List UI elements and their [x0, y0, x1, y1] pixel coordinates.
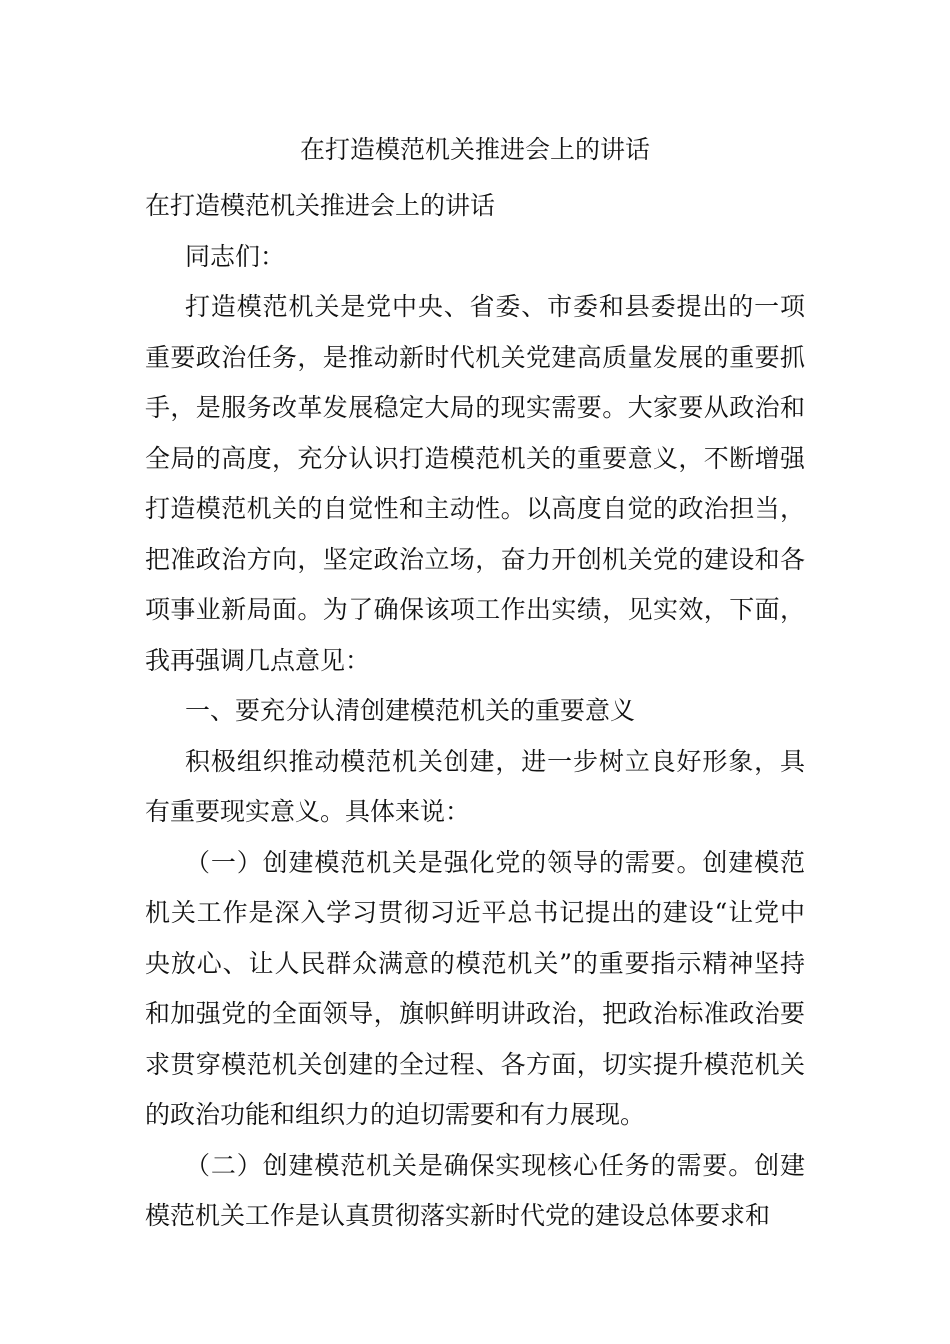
- salutation-paragraph: 同志们：: [185, 241, 286, 271]
- body-paragraph: （一）创建模范机关是强化党的领导的需要。创建模范机关工作是深入学习贯彻习近平总书记提出的建设“让党中央放心、让人民群众满意的模范机关”的重要指示精神坚持和加强党的全面领导，旗帜鲜明讲政治，把政治标准政治要求贯穿模范机关创建的全过程、各方面，切实提升模范机关的政治功能和组织力的迫切需要和有力展现。: [145, 847, 805, 1129]
- intro-paragraph: 打造模范机关是党中央、省委、市委和县委提出的一项重要政治任务，是推动新时代机关党建高质量发展的重要抓手，是服务改革发展稳定大局的现实需要。大家要从政治和全局的高度，充分认识打造模范机关的重要意义，不断增强打造模范机关的自觉性和主动性。以高度自觉的政治担当，把准政治方向，坚定政治立场，奋力开创机关党的建设和各项事业新局面。为了确保该项工作出实绩，见实效，下面，我再强调几点意见：: [145, 292, 805, 675]
- body-paragraph: 积极组织推动模范机关创建，进一步树立良好形象，具有重要现实意义。具体来说：: [145, 746, 805, 826]
- section-heading: 一、要充分认清创建模范机关的重要意义: [185, 696, 636, 725]
- subtitle-paragraph: 在打造模范机关推进会上的讲话: [145, 191, 496, 220]
- document-body: [145, 181, 805, 1242]
- body-paragraph: （二）创建模范机关是确保实现核心任务的需要。创建模范机关工作是认真贯彻落实新时代党的建设总体要求和: [145, 1150, 805, 1230]
- document-title: 在打造模范机关推进会上的讲话: [299, 135, 650, 164]
